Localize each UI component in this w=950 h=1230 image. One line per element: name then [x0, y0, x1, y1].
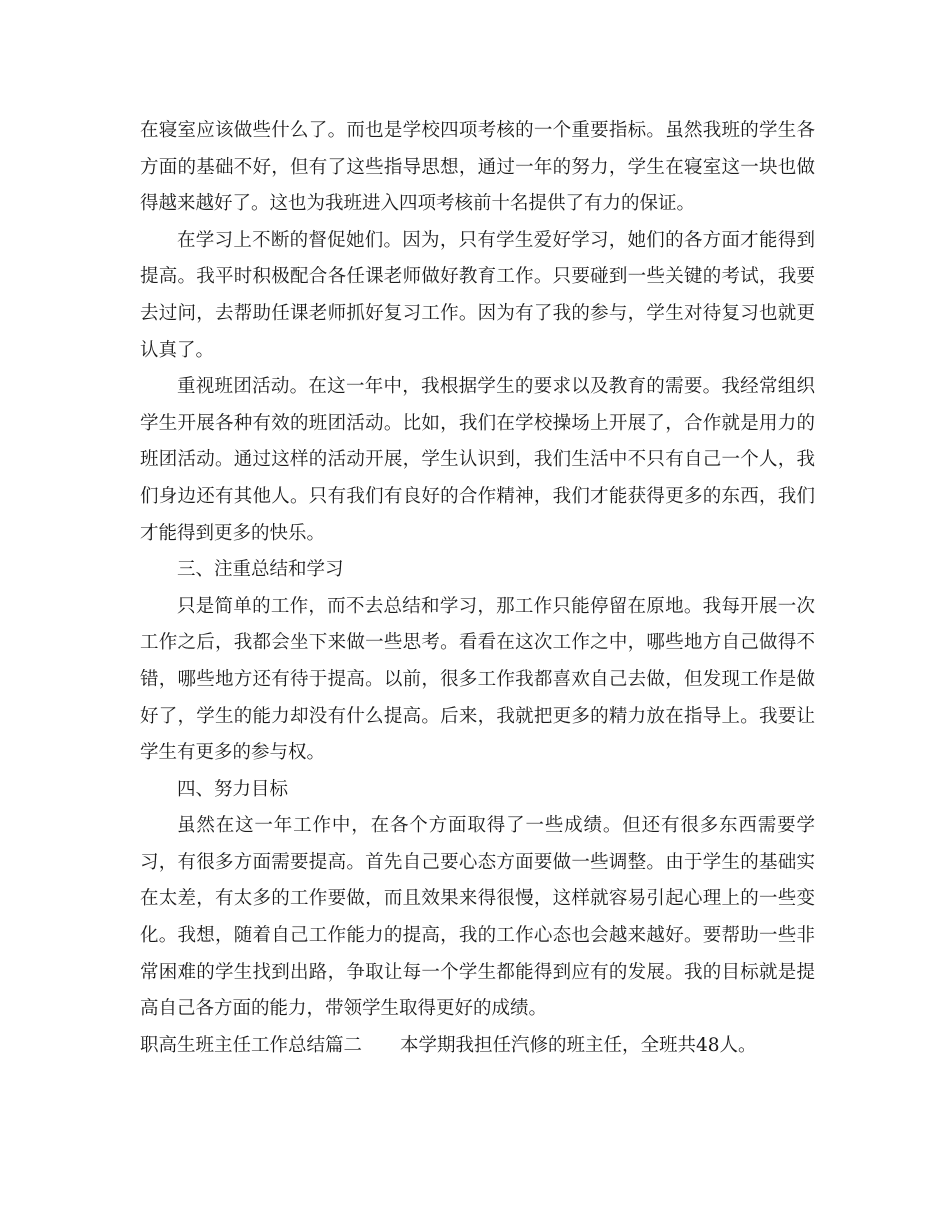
next-section-title: 职高生班主任工作总结篇二	[140, 1034, 363, 1056]
next-section-text: 本学期我担任汽修的班主任，全班共48人。	[400, 1034, 757, 1056]
paragraph-dormitory: 在寝室应该做些什么了。而也是学校四项考核的一个重要指标。虽然我班的学生各方面的基础不好，但有了这些指导思想，通过一年的努力，学生在寝室这一块也做得越来越好了。这也为我班进入四项考核前十名提供了有力的保证。	[140, 120, 815, 215]
section-heading-goals: 四、努力目标	[177, 778, 289, 800]
next-section-line	[140, 1028, 815, 1065]
section-heading-summary: 三、注重总结和学习	[177, 559, 344, 581]
paragraph-summary: 只是简单的工作，而不去总结和学习，那工作只能停留在原地。我每开展一次工作之后，我都会坐下来做一些思考。看看在这次工作之中，哪些地方自己做得不错，哪些地方还有待于提高。以前，很多工作我都喜欢自己去做，但发现工作是做好了，学生的能力却没有什么提高。后来，我就把更多的精力放在指导上。我要让学生有更多的参与权。	[140, 595, 815, 764]
paragraph-study: 在学习上不断的督促她们。因为，只有学生爱好学习，她们的各方面才能得到提高。我平时积极配合各任课老师做好教育工作。只要碰到一些关键的考试，我要去过问，去帮助任课老师抓好复习工作。因为有了我的参与，学生对待复习也就更认真了。	[140, 229, 815, 361]
document-body	[140, 113, 815, 1064]
paragraph-goals: 虽然在这一年工作中，在各个方面取得了一些成绩。但还有很多东西需要学习，有很多方面需要提高。首先自己要心态方面要做一些调整。由于学生的基础实在太差，有太多的工作要做，而且效果来得很慢，这样就容易引起心理上的一些变化。我想，随着自己工作能力的提高，我的工作心态也会越来越好。要帮助一些非常困难的学生找到出路，争取让每一个学生都能得到应有的发展。我的目标就是提高自己各方面的能力，带领学生取得更好的成绩。	[140, 815, 815, 1020]
paragraph-class-activities: 重视班团活动。在这一年中，我根据学生的要求以及教育的需要。我经常组织学生开展各种有效的班团活动。比如，我们在学校操场上开展了，合作就是用力的班团活动。通过这样的活动开展，学生认识到，我们生活中不只有自己一个人，我们身边还有其他人。只有我们有良好的合作精神，我们才能获得更多的东西，我们才能得到更多的快乐。	[140, 376, 815, 544]
